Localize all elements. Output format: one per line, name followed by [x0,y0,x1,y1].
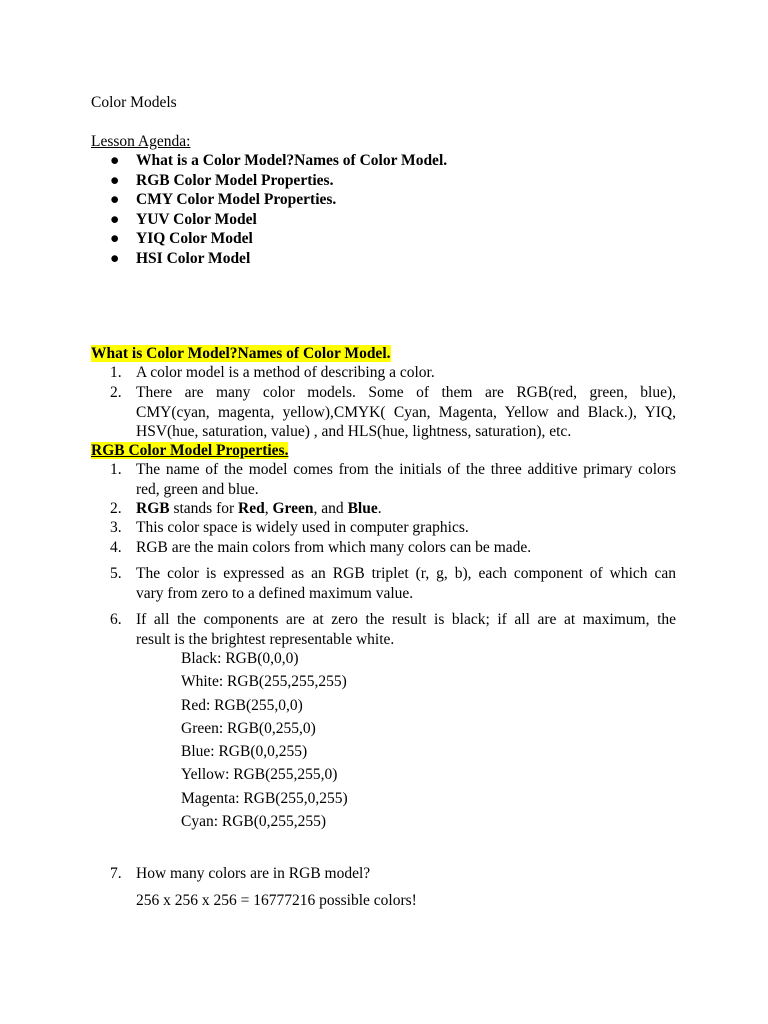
item-text-line: CMY(cyan, magenta, yellow),CMYK( Cyan, Magenta, Yellow and Black.), YIQ, [136,403,676,421]
list-item [110,499,676,519]
item-text: RGB stands for Red, Green, and Blue. [136,500,382,517]
list-item: ● CMY Color Model Properties. [110,191,337,208]
item-number: 4. [110,539,122,556]
list-item [110,460,676,499]
agenda-heading: Lesson Agenda: [91,133,191,150]
item-number: 2. [110,500,122,517]
item-text-line: result is the brightest representable white. [136,630,395,648]
item-text: This color space is widely used in computer graphics. [136,519,469,536]
item-text: How many colors are in RGB model? [136,865,371,882]
list-item [110,564,676,603]
color-value: Red: RGB(255,0,0) [181,696,303,714]
list-item: ● HSI Color Model [110,249,251,267]
bullet-icon: ● [110,171,120,189]
list-item: ● What is a Color Model?Names of Color Model. [110,152,448,169]
agenda-list [110,151,447,268]
section-heading-color-model: What is Color Model?Names of Color Model. [91,345,391,362]
list-item: ● YIQ Color Model [110,230,253,247]
list-item [110,383,676,442]
bullet-icon: ● [110,249,120,267]
list-item [110,610,676,649]
rgb-color-count: 256 x 256 x 256 = 16777216 possible colors! [136,892,417,909]
bullet-icon: ● [110,152,120,169]
item-number: 3. [110,519,122,536]
list-item [110,518,676,538]
bullet-icon: ● [110,230,120,247]
list-item [110,363,676,383]
color-value: Magenta: RGB(255,0,255) [181,789,348,807]
color-value: Cyan: RGB(0,255,255) [181,813,327,831]
color-value: Yellow: RGB(255,255,0) [181,766,338,784]
bullet-icon: ● [110,210,120,228]
item-text-line: The color is expressed as an RGB triplet (r, g, b), each component of which can [136,565,676,582]
bullet-icon: ● [110,191,120,208]
item-text-line: vary from zero to a defined maximum value. [136,584,414,602]
item-number: 6. [110,611,122,628]
color-value: Black: RGB(0,0,0) [181,650,299,667]
item-text-line: red, green and blue. [136,480,259,498]
document-title: Color Models [91,94,177,111]
section-heading-rgb: RGB Color Model Properties. [91,442,289,459]
item-number: 7. [110,865,122,882]
list-item [110,538,676,558]
rgb-color-values [181,649,348,835]
item-number: 2. [110,384,122,401]
color-value: Green: RGB(0,255,0) [181,719,316,737]
item-text-line: The name of the model comes from the initials of the three additive primary colors [136,461,676,478]
list-item [110,864,676,884]
item-text: RGB are the main colors from which many colors can be made. [136,539,532,556]
color-value: White: RGB(255,255,255) [181,673,347,691]
item-text-line: HSV(hue, saturation, value) , and HLS(hue, lightness, saturation), etc. [136,423,572,440]
list-item: ● YUV Color Model [110,210,257,228]
item-text: A color model is a method of describing a color. [136,364,435,381]
color-value: Blue: RGB(0,0,255) [181,743,308,761]
item-number: 5. [110,565,122,582]
list-item: ● RGB Color Model Properties. [110,171,334,189]
item-text-line: There are many color models. Some of them are RGB(red, green, blue), [136,384,676,401]
item-number: 1. [110,461,122,478]
item-text-line: If all the components are at zero the result is black; if all are at maximum, the [136,611,676,628]
item-number: 1. [110,364,122,381]
